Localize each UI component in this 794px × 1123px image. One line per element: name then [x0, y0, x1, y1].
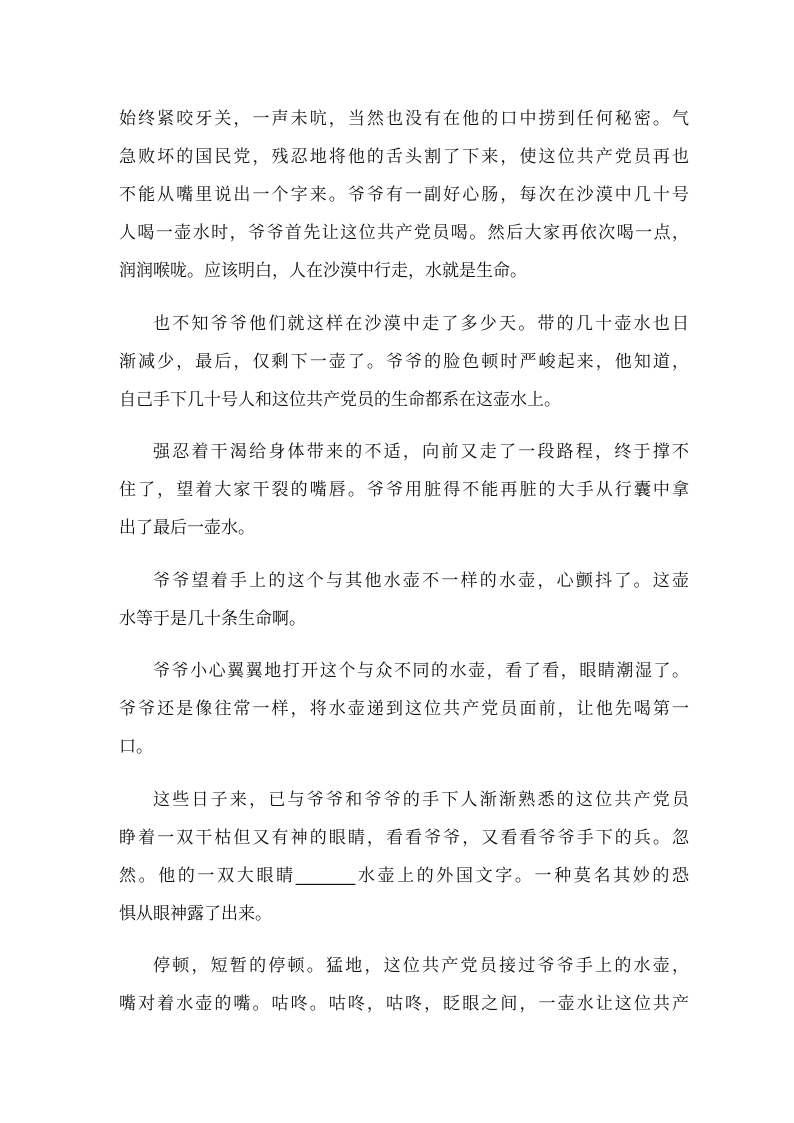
text-line: 渐减少，最后，仅剩下一壶了。爷爷的脸色顿时严峻起来，他知道， — [119, 351, 689, 372]
text-line: 住了，望着大家干裂的嘴唇。爷爷用脏得不能再脏的大手从行囊中拿 — [119, 480, 689, 500]
paragraph-1 — [119, 100, 689, 290]
paragraph-3 — [119, 433, 689, 547]
text-line: 嘴对着水壶的嘴。咕咚。咕咚，咕咚，眨眼之间，一壶水让这位共产 — [119, 994, 689, 1014]
paragraph-5 — [119, 652, 689, 766]
text-line: 爷爷小心翼翼地打开这个与众不同的水壶，看了看，眼睛潮湿了。 — [153, 661, 689, 681]
text-line: 人喝一壶水时，爷爷首先让这位共产党员喝。然后大家再依次喝一点， — [119, 223, 689, 243]
paragraph-4 — [119, 562, 689, 638]
text-line: 也不知爷爷他们就这样在沙漠中走了多少天。带的几十壶水也日 — [153, 313, 689, 334]
text-line: 惧从眼神露了出来。 — [119, 903, 272, 924]
text-line: 睁着一双干枯但又有神的眼睛，看看爷爷，又看看爷爷手下的兵。忽 — [119, 827, 689, 848]
document-body — [119, 100, 689, 1038]
paragraph-2 — [119, 305, 689, 419]
text-line: 口。 — [119, 737, 153, 757]
text-line: 这些日子来，已与爷爷和爷爷的手下人渐渐熟悉的这位共产党员 — [153, 789, 689, 810]
text-line: 自己手下几十号人和这位共产党员的生命都系在这壶水上。 — [119, 389, 561, 410]
text-line: 然。他的一双大眼睛_______水壶上的外国文字。一种莫名其妙的恐 — [119, 865, 689, 886]
text-line: 润润喉咙。应该明白，人在沙漠中行走，水就是生命。 — [119, 261, 527, 281]
text-line: 爷爷望着手上的这个与其他水壶不一样的水壶，心颤抖了。这壶 — [153, 570, 689, 591]
text-line: 急败坏的国民党，残忍地将他的舌头割了下来，使这位共产党员再也 — [119, 147, 689, 167]
text-line: 爷爷还是像往常一样，将水壶递到这位共产党员面前，让他先喝第一 — [119, 699, 689, 719]
text-line: 出了最后一壶水。 — [119, 518, 255, 538]
text-line: 不能从嘴里说出一个字来。爷爷有一副好心肠，每次在沙漠中几十号 — [119, 185, 689, 205]
paragraph-7 — [119, 947, 689, 1023]
text-line: 水等于是几十条生命啊。 — [119, 608, 306, 629]
paragraph-6 — [119, 781, 689, 933]
text-line: 始终紧咬牙关，一声未吭，当然也没有在他的口中捞到任何秘密。气 — [119, 109, 689, 129]
text-line: 强忍着干渴给身体带来的不适，向前又走了一段路程，终于撑不 — [153, 442, 689, 462]
text-line: 停顿，短暂的停顿。猛地，这位共产党员接过爷爷手上的水壶， — [153, 956, 689, 976]
